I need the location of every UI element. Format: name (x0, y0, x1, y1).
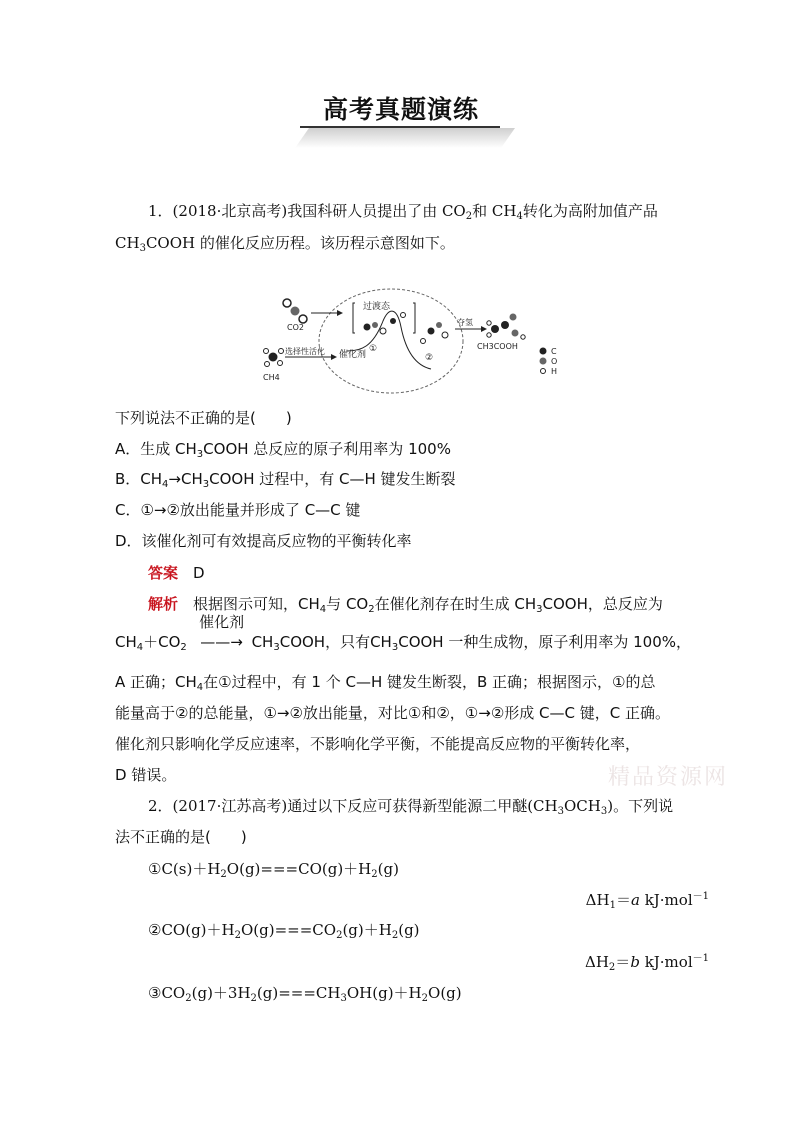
analysis-line6: D 错误。 (115, 766, 177, 784)
co2-molecule (283, 299, 307, 323)
reaction-2: $②CO(g)+H_2O(g)===CO_2(g)+H_2(g)$ (148, 921, 420, 941)
watermark: 精品资源网 (608, 765, 729, 790)
q1-answer: 答案 D (148, 564, 205, 582)
product-arrowhead (481, 326, 487, 332)
state-2-label: ② (425, 353, 434, 363)
reaction-1: $①C(s)+H_2O(g)===CO(g)+H_2(g)$ (148, 860, 399, 880)
atom-legend (540, 348, 547, 374)
q1-option-c: C．①→②放出能量并形成了 C—C 键 (115, 501, 361, 519)
state-2-molecule (421, 322, 449, 344)
reaction-mechanism-diagram (255, 285, 585, 397)
q1-stem-line1: 1．(2018·北京高考)我国科研人员提出了由 $CO_2$和 $CH_4$转化为高附加值产品 (148, 202, 658, 222)
co2-arrowhead (337, 310, 343, 316)
reaction-3: $③CO_2(g)+3H_2(g)===CH_3OH(g)+H_2O(g)$ (148, 984, 462, 1004)
energy-profile-curve (347, 311, 434, 369)
title-shadow (295, 128, 515, 148)
enthalpy-1: $\Delta H_1=a$ kJ·mol$^{-1}$ (585, 891, 709, 911)
q2-stem-line1: 2．(2017·江苏高考)通过以下反应可获得新型能源二甲醚$(CH_3OCH_3)$。下列说 (148, 797, 674, 817)
legend-h: H (551, 367, 558, 376)
q1-option-a: A．生成 $CH_3COOH$ 总反应的原子利用率为 100% (115, 440, 451, 460)
ch4-arrowhead (331, 354, 337, 360)
title-underline (300, 126, 500, 128)
seize-hydrogen-label: 夺氢 (457, 318, 473, 327)
q1-stem-line2: $CH_3COOH$ 的催化反应历程。该历程示意图如下。 (115, 234, 455, 254)
ch4-molecule (264, 349, 284, 367)
analysis-line1: 解析 根据图示可知，$CH_4$与 $CO_2$在催化剂存在时生成 $CH_3COOH$，总反应为 (148, 595, 663, 615)
page-title: 高考真题演练 (322, 95, 479, 124)
answer-label: 答案 (148, 564, 179, 582)
page-title-block (296, 88, 516, 150)
enthalpy-2: $\Delta H_2=b$ kJ·mol$^{-1}$ (585, 953, 709, 973)
selective-activation-label: 选择性活化 (285, 347, 325, 356)
transition-complex (364, 313, 406, 335)
q1-question: 下列说法不正确的是( ) (115, 409, 292, 427)
q2-stem-line2: 法不正确的是( ) (115, 828, 247, 846)
catalyst-label: 催化剂 (339, 350, 367, 360)
legend-o: O (551, 357, 558, 366)
catalyst-ellipse (319, 289, 463, 393)
acetic-acid-molecule (487, 314, 525, 340)
catalyst-arrow: 催化剂 ——→ (192, 632, 252, 652)
transition-state-label: 过渡态 (363, 302, 391, 312)
analysis-label: 解析 (148, 595, 179, 613)
ch4-label: CH4 (263, 373, 280, 382)
analysis-line5: 催化剂只影响化学反应速率，不影响化学平衡，不能提高反应物的平衡转化率， (115, 735, 641, 753)
product-label: CH3COOH (477, 342, 518, 351)
analysis-line3: A 正确；$CH_4$在①过程中，有 1 个 C—H 键发生断裂，B 正确；根据图示，①的总 (115, 673, 656, 693)
catalyst-over-arrow: 催化剂 (199, 613, 245, 631)
legend-c: C (551, 347, 557, 356)
q1-option-d: D．该催化剂可有效提高反应物的平衡转化率 (115, 532, 412, 550)
state-1-label: ① (369, 344, 378, 354)
analysis-line4: 能量高于②的总能量，①→②放出能量，对比①和②，①→②形成 C—C 键，C 正确。 (115, 704, 670, 722)
q1-option-b: B．$CH_4\to CH_3COOH$ 过程中，有 C—H 键发生断裂 (115, 470, 456, 490)
analysis-equation: $CH_4+CO_2$ 催化剂 ——→ $CH_3COOH$，只有$CH_3COOH$ 一种生成物，原子利用率为 100%， (115, 613, 692, 653)
co2-label: CO2 (287, 323, 304, 332)
